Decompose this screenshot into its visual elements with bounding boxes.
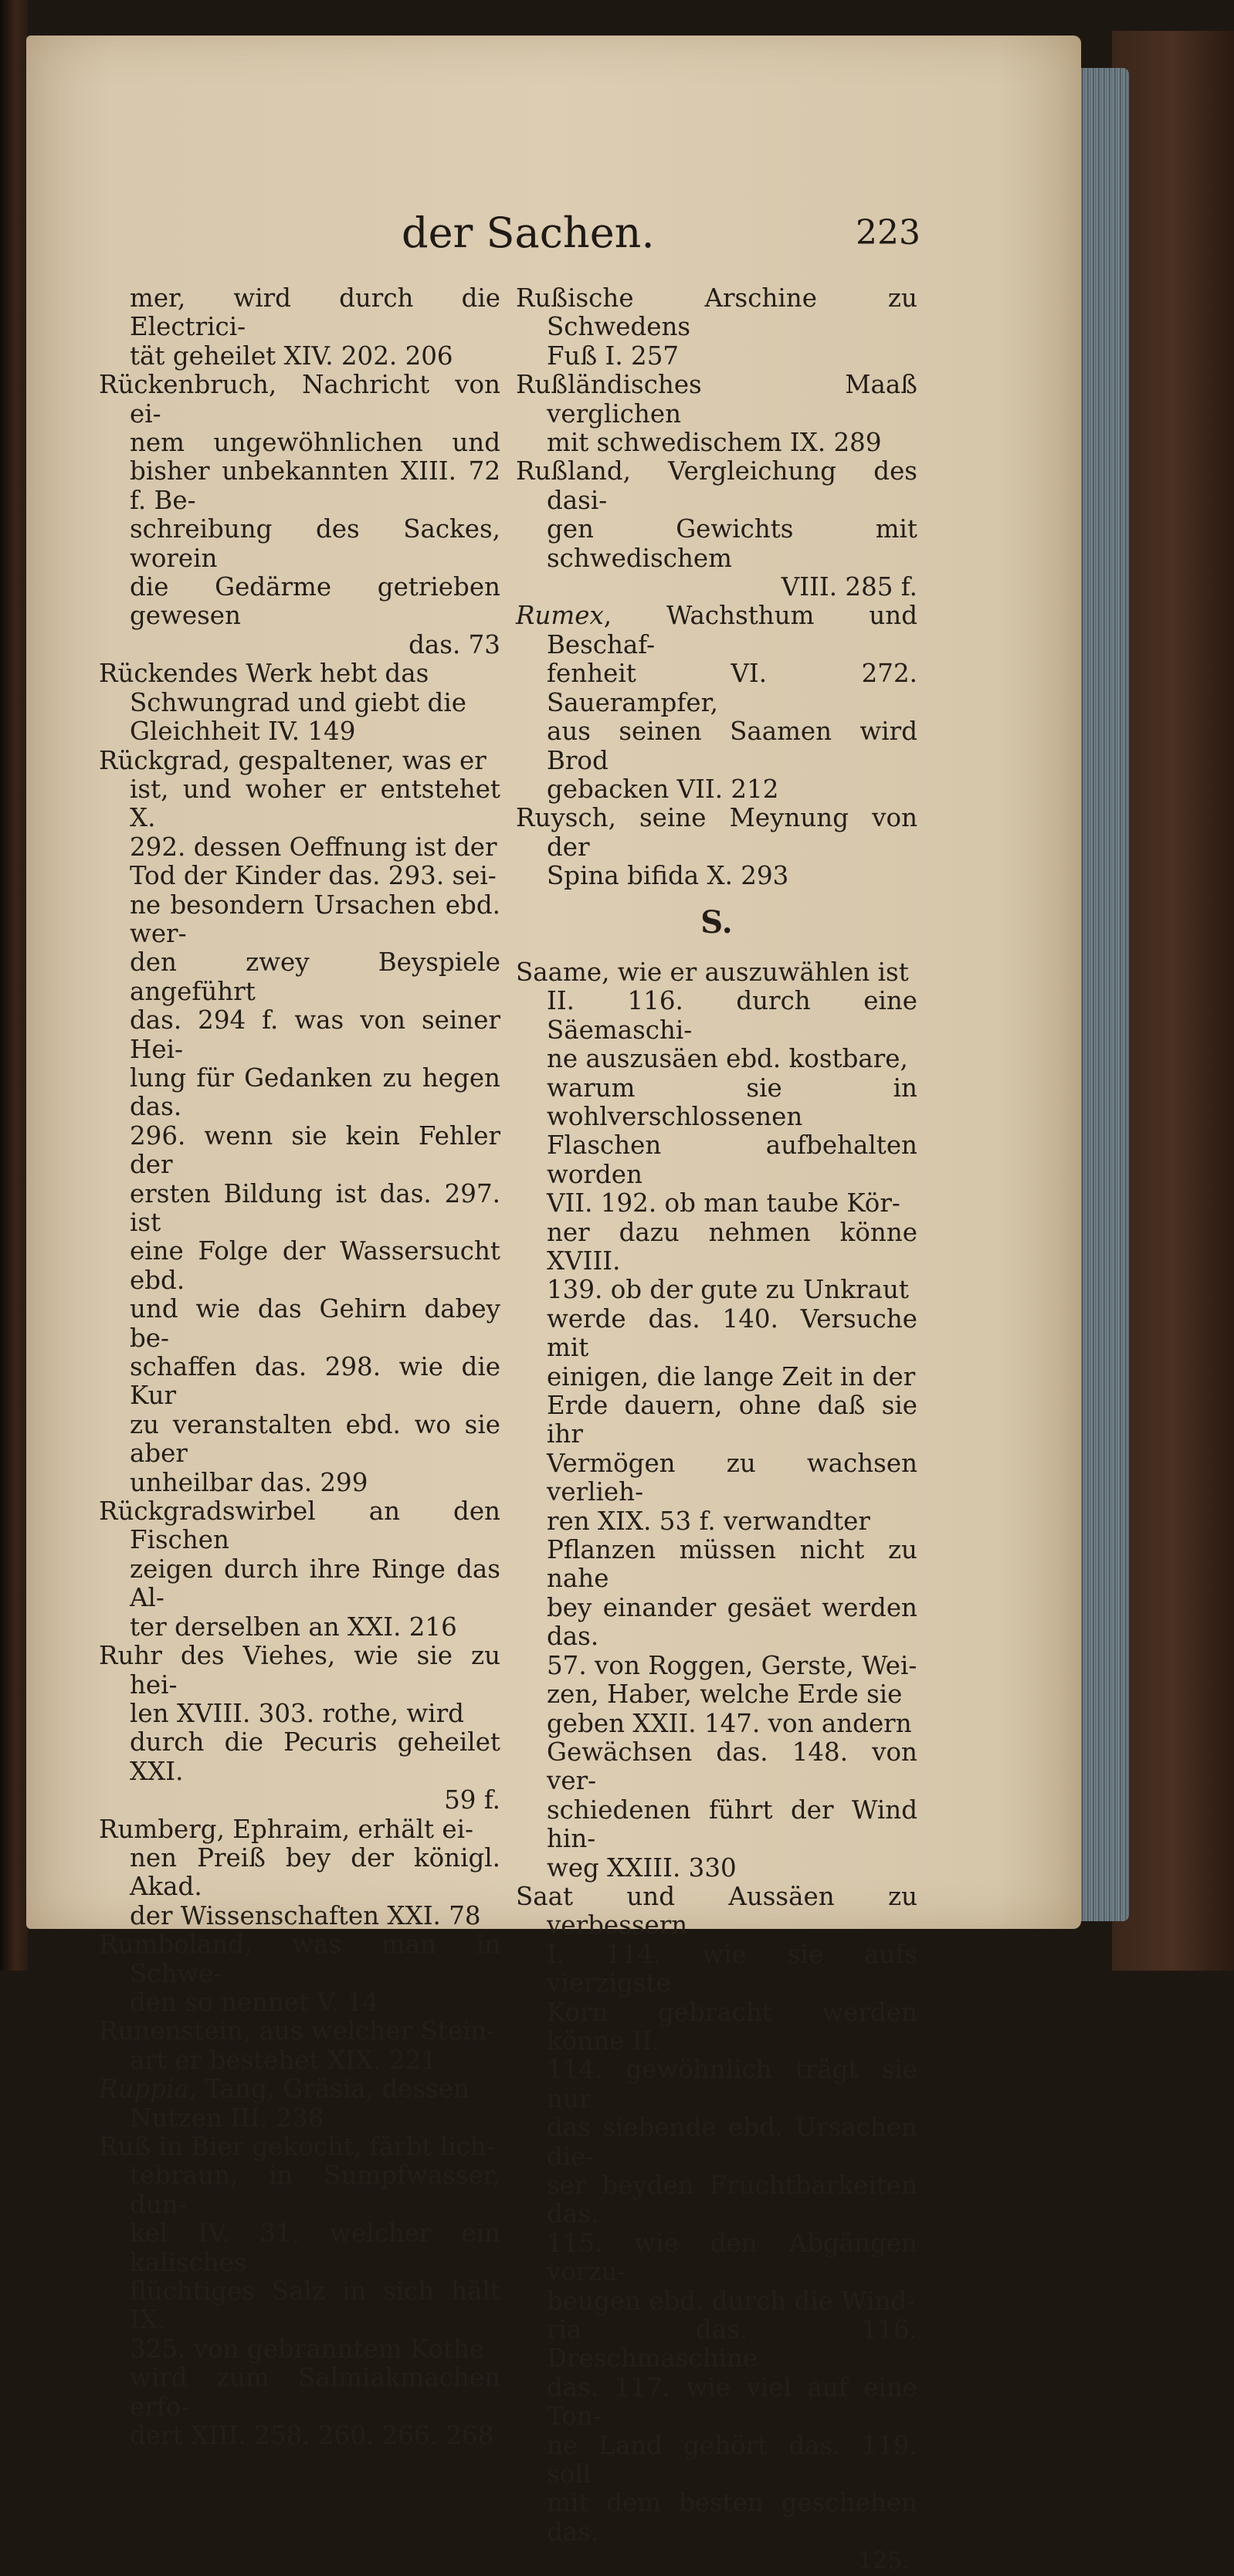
index-entry-headword-line: Ruysch, seine Meynung von der	[516, 803, 917, 862]
index-entry-line: tät geheilet XIV. 202. 206	[130, 341, 453, 371]
index-entry-line: dert XIII. 258. 260. 266. 268	[130, 2421, 494, 2451]
index-entry-headword-line: Rumboland, was man in Schwe-	[99, 1930, 500, 1988]
index-entry-line: aus seinen Saamen wird Brod	[547, 717, 917, 775]
index-entry-line: ersten Bildung ist das. 297. ist	[130, 1178, 500, 1237]
index-entry-line: 325. von gebranntem Kothe	[130, 2334, 485, 2364]
index-entry-line: ne auszusäen ebd. kostbare,	[547, 1044, 908, 1074]
section-letter: S.	[700, 903, 733, 941]
index-entry-line: nen Preiß bey der königl. Akad.	[130, 1842, 500, 1902]
index-entry-line: ist, und woher er entstehet X.	[130, 774, 500, 833]
index-entry-line: Schwungrad und giebt die	[130, 687, 466, 717]
index-entry-headword-line: Rußland, Vergleichung des dasi-	[516, 456, 917, 515]
page-header	[0, 208, 1234, 270]
index-entry-headword-line: Ruß in Bier gekocht, färbt lich-	[99, 2132, 495, 2161]
index-entry-line: Spina bifida X. 293	[547, 861, 789, 891]
index-entry-line: 59 f.	[444, 1785, 500, 1815]
index-entry-line: die Gedärme getrieben gewesen	[130, 572, 500, 631]
index-entry-line: ren XIX. 53 f. verwandter	[547, 1506, 870, 1536]
index-entry-line: 292. dessen Oeffnung ist der	[130, 832, 497, 862]
index-entry-line: unheilbar das. 299	[130, 1467, 368, 1497]
index-entry-line: das. 294 f. was von seiner Hei-	[130, 1005, 500, 1064]
index-entry-line: tebraun, in Sumpfwasser, dun-	[130, 2161, 500, 2219]
index-entry-line: 296. wenn sie kein Fehler der	[130, 1120, 500, 1180]
book-cover-edge	[1112, 31, 1234, 1971]
index-entry-line: schreibung des Sackes, worein	[130, 514, 500, 573]
index-entry-line: werde das. 140. Versuche mit	[547, 1303, 917, 1363]
index-entry-line: Gewächsen das. 148. von ver-	[547, 1737, 917, 1796]
index-entry-line: Nutzen III. 238	[130, 2103, 324, 2133]
index-entry-line: fenheit VI. 272. Sauerampfer,	[547, 659, 917, 717]
index-entry-headword-line: Rückenbruch, Nachricht von ei-	[99, 370, 500, 429]
index-entry-headword-line: Rußländisches Maaß verglichen	[516, 370, 917, 429]
index-entry-line: ner dazu nehmen könne XVIII.	[547, 1217, 917, 1276]
index-entry-line: wird zum Salmiakmachen erfo-	[130, 2363, 500, 2422]
index-entry-line: lung für Gedanken zu hegen das.	[130, 1063, 500, 1122]
index-entry-line: ria das. 116. Dreschmaschine	[547, 2315, 917, 2374]
index-entry-line: 57. von Roggen, Gerste, Wei-	[547, 1650, 917, 1680]
index-entry-headword-line: Rumberg, Ephraim, erhält ei-	[99, 1814, 473, 1844]
page-block-edges	[1073, 68, 1129, 1921]
index-entry-line: Korn gebracht werden könne II.	[547, 1997, 917, 2056]
index-entry-line: Tod der Kinder das. 293. sei-	[130, 861, 497, 891]
index-entry-line: schiedenen führt der Wind hin-	[547, 1795, 917, 1854]
index-entry-line: Erde dauern, ohne daß sie ihr	[547, 1391, 917, 1449]
index-entry-line: einigen, die lange Zeit in der	[547, 1361, 916, 1391]
index-entry-line: Pflanzen müssen nicht zu nahe	[547, 1535, 917, 1594]
index-entry-line: flüchtiges Salz in sich hält IX.	[130, 2276, 500, 2335]
index-entry-line: 139. ob der gute zu Unkraut	[547, 1275, 909, 1305]
index-entry-line: durch die Pecuris geheilet XXI.	[130, 1727, 500, 1786]
index-entry-line: und wie das Gehirn dabey be-	[130, 1294, 500, 1353]
page-number: 223	[856, 213, 920, 253]
index-entry-line: der Wissenschaften XXI. 78	[130, 1900, 481, 1930]
index-entry-line: den so nennet V. 14	[130, 1987, 379, 2017]
index-entry-line: 115. wie den Abgängen vorzu-	[547, 2228, 917, 2287]
index-entry-line: weg XXIII. 330	[547, 1852, 737, 1883]
index-entry-line: mit schwedischem IX. 289	[547, 428, 882, 458]
index-entry-line: Gleichheit IV. 149	[130, 717, 356, 747]
index-entry-line: zu veranstalten ebd. wo sie aber	[130, 1409, 500, 1469]
index-entry-headword-line: Rumex, Wachsthum und Beschaf-	[516, 601, 917, 659]
index-entry-line: VIII. 285 f.	[781, 572, 917, 602]
index-entry-headword-line: Rückgradswirbel an den Fischen	[99, 1496, 500, 1555]
index-entry-line: geben XXII. 147. von andern	[547, 1708, 912, 1738]
index-entry-line: Vermögen zu wachsen verlieh-	[547, 1448, 917, 1507]
index-entry-line: das. 73	[409, 629, 500, 659]
index-entry-line: ser beyden Fruchtbarkeiten das.	[547, 2171, 917, 2229]
index-entry-line: schaffen das. 298. wie die Kur	[130, 1352, 500, 1411]
index-entry-headword-line: Ruhr des Viehes, wie sie zu hei-	[99, 1641, 500, 1700]
index-entry-line: zeigen durch ihre Ringe das Al-	[130, 1554, 500, 1613]
index-entry-line: 114. gewöhnlich trägt sie nur	[547, 2055, 917, 2113]
index-entry-line: Flaschen aufbehalten worden	[547, 1130, 917, 1189]
index-entry-line: II. 116. durch eine Säemaschi-	[547, 986, 917, 1045]
index-entry-line: VII. 192. ob man taube Kör-	[547, 1188, 900, 1219]
index-entry-headword-line: Runenstein, aus welcher Stein-	[99, 2016, 496, 2046]
index-entry-line: ne besondern Ursachen ebd. wer-	[130, 890, 500, 948]
index-entry-line: warum sie in wohlverschlossenen	[547, 1073, 917, 1131]
index-column-right	[516, 284, 917, 2576]
catchword: 125.	[858, 2547, 910, 2575]
index-entry-line: mit dem besten geschehen das.	[547, 2488, 917, 2547]
index-entry-line: nem ungewöhnlichen und bisher unbekannten XIII. 72 f. Be-	[130, 428, 500, 515]
index-entry-headword-line: Saame, wie er auszuwählen ist	[516, 957, 909, 987]
index-entries-s	[516, 958, 917, 2547]
index-entry-line: Fuß I. 257	[547, 341, 680, 371]
index-entry-line: eine Folge der Wassersucht ebd.	[130, 1236, 500, 1295]
index-entry-headword-line: Rußische Arschine zu Schwedens	[516, 283, 917, 342]
index-entry-line: ter derselben an XXI. 216	[130, 1612, 457, 1642]
index-entry-line: mer, wird durch die Electrici-	[130, 283, 500, 342]
index-entry-line: zen, Haber, welche Erde sie	[547, 1679, 903, 1710]
index-entry-line: gebacken VII. 212	[547, 774, 779, 804]
index-entry-line: das. 117. wie viel auf eine Ton-	[547, 2372, 917, 2432]
index-entry-headword-line: Ruppia, Tang, Gräsia, dessen	[99, 2074, 470, 2104]
index-entry-headword-line: Rückgrad, gespaltener, was er	[99, 745, 486, 775]
index-entry-line: ne Land gehört das. 119. soll	[547, 2430, 917, 2490]
index-entry-headword-line: Rückendes Werk hebt das	[99, 659, 429, 689]
index-entry-line: das siebende ebd. Ursachen die-	[547, 2113, 917, 2171]
index-column-left	[99, 284, 500, 2450]
index-entries-r	[516, 284, 917, 891]
index-entry-line: gen Gewichts mit schwedischem	[547, 514, 917, 573]
running-title: der Sachen.	[402, 208, 655, 257]
index-entry-line: beugen ebd. durch die Wind-	[547, 2286, 916, 2316]
index-entry-headword-line: Saat und Aussäen zu verbessern	[516, 1881, 917, 1940]
index-entry-line: I. 114. wie sie aufs vierzigste	[547, 1939, 917, 1998]
index-entry-line: art er bestehet XIX. 221	[130, 2045, 437, 2075]
index-entry-line: len XVIII. 303. rothe, wird	[130, 1698, 464, 1728]
index-entry-line: den zwey Beyspiele angeführt	[130, 947, 500, 1006]
index-entry-line: bey einander gesäet werden das.	[547, 1592, 917, 1652]
book-gutter-edge	[0, 0, 28, 1971]
index-entry-line: kel IV. 31. welcher ein kalisches	[130, 2218, 500, 2277]
